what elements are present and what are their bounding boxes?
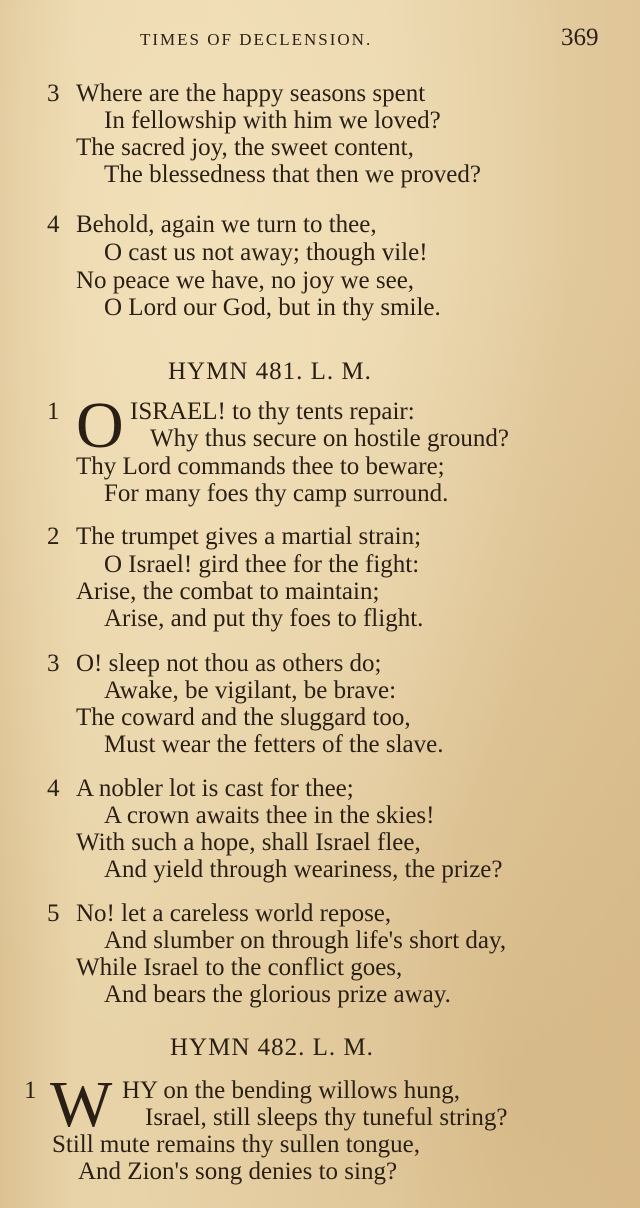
verse-line: No peace we have, no joy we see, — [76, 267, 415, 294]
verse-line: O cast us not away; though vile! — [104, 239, 428, 266]
verse-number: 3 — [47, 650, 60, 677]
verse-line: A nobler lot is cast for thee; — [76, 775, 354, 802]
verse-line: The trumpet gives a martial strain; — [76, 523, 422, 550]
verse-line: No! let a careless world repose, — [76, 900, 392, 927]
verse-line: Arise, the combat to maintain; — [76, 578, 380, 605]
page-number: 369 — [561, 24, 599, 51]
drop-cap: O — [76, 389, 124, 462]
verse-line: Thy Lord commands thee to beware; — [76, 453, 445, 480]
verse-line: While Israel to the conflict goes, — [76, 954, 403, 981]
verse-number: 5 — [47, 900, 60, 927]
verse-line: Still mute remains thy sullen tongue, — [52, 1131, 421, 1158]
drop-cap: W — [50, 1068, 113, 1141]
verse-line: Israel, still sleeps thy tuneful string? — [145, 1104, 508, 1131]
verse-line: Arise, and put thy foes to flight. — [104, 605, 424, 632]
verse-line: For many foes thy camp surround. — [104, 480, 449, 507]
verse-line: The coward and the sluggard too, — [76, 704, 411, 731]
hymn-title: HYMN 481. L. M. — [168, 358, 372, 385]
verse-number: 1 — [47, 398, 60, 425]
verse-line: O Israel! gird thee for the fight: — [104, 551, 420, 578]
hymn-title: HYMN 482. L. M. — [170, 1034, 374, 1061]
verse-number: 1 — [24, 1077, 37, 1104]
verse-line: The sacred joy, the sweet content, — [76, 134, 414, 161]
verse-line: And Zion's song denies to sing? — [78, 1158, 398, 1185]
verse-line: With such a hope, shall Israel flee, — [76, 829, 421, 856]
verse-line: Why thus secure on hostile ground? — [150, 425, 509, 452]
verse-line: Behold, again we turn to thee, — [76, 211, 377, 238]
verse-number: 3 — [47, 80, 60, 107]
verse-line: Must wear the fetters of the slave. — [104, 731, 444, 758]
verse-line: ISRAEL! to thy tents repair: — [130, 398, 415, 425]
running-head: TIMES OF DECLENSION. — [140, 30, 373, 49]
verse-line: And bears the glorious prize away. — [104, 981, 451, 1008]
verse-number: 4 — [47, 775, 60, 802]
verse-number: 2 — [47, 523, 60, 550]
verse-line: O Lord our God, but in thy smile. — [104, 294, 441, 321]
verse-number: 4 — [47, 211, 60, 238]
verse-line: Awake, be vigilant, be brave: — [104, 677, 397, 704]
verse-line: And slumber on through life's short day, — [104, 927, 507, 954]
verse-line: And yield through weariness, the prize? — [104, 856, 503, 883]
verse-line: O! sleep not thou as others do; — [76, 650, 382, 677]
verse-line: A crown awaits thee in the skies! — [104, 802, 435, 829]
verse-line: HY on the bending willows hung, — [122, 1077, 460, 1104]
verse-line: In fellowship with him we loved? — [104, 107, 441, 134]
verse-line: Where are the happy seasons spent — [76, 80, 426, 107]
verse-line: The blessedness that then we proved? — [104, 161, 481, 188]
